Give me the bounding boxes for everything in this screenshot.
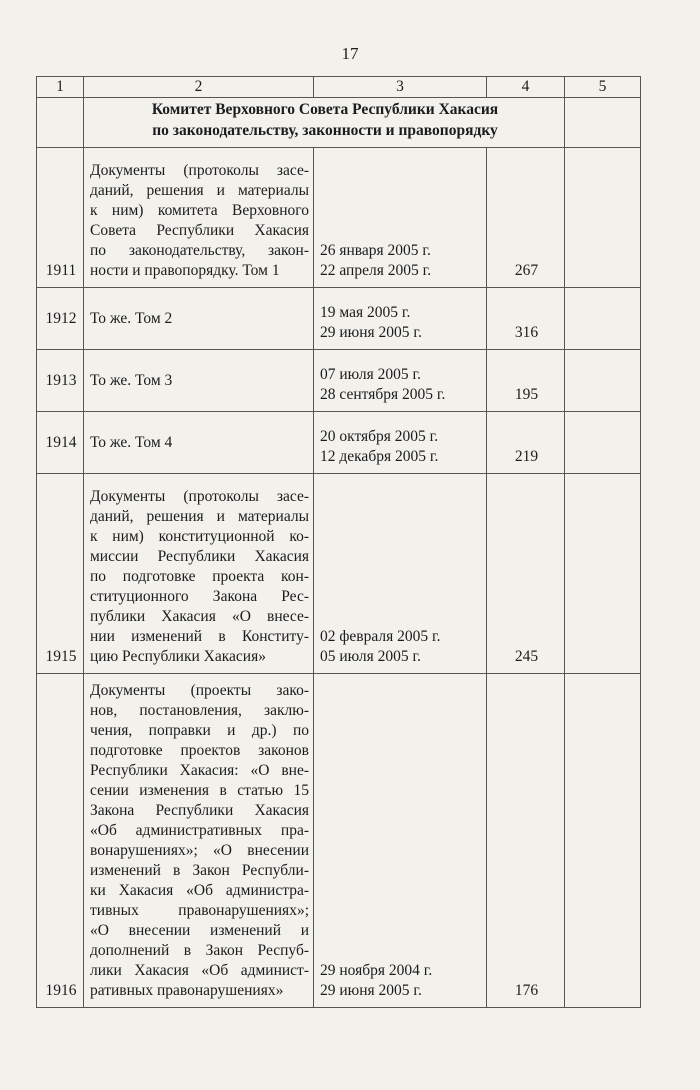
section-title-line: по законодательству, законности и правопорядку	[152, 122, 498, 139]
description-line: цию Республики Хакасия»	[90, 648, 266, 665]
section-title-spacer	[37, 98, 84, 148]
end-date: 12 декабря 2005 г.	[320, 448, 439, 465]
description-line: по подготовке проекта кон-	[90, 568, 309, 585]
description-line: Закона Республики Хакасия	[90, 802, 309, 819]
description-line: тивных правонарушениях»;	[90, 902, 309, 919]
start-date: 26 января 2005 г.	[320, 242, 431, 259]
page-count: 267	[487, 148, 565, 288]
description-line: То же. Том 2	[90, 309, 173, 327]
table-row	[37, 474, 641, 674]
case-number: 1914	[37, 412, 84, 474]
case-note	[565, 674, 641, 1008]
description-line: Документы (протоколы засе-	[90, 488, 309, 505]
description-line: к ним) конституционной ко-	[90, 528, 309, 545]
description-line: дополнений в Закон Респуб-	[90, 942, 309, 959]
table-row	[37, 350, 641, 412]
column-header-5: 5	[565, 77, 641, 98]
description-line: чения, поправки и др.) по	[90, 722, 309, 739]
case-note	[565, 474, 641, 674]
case-number: 1916	[37, 674, 84, 1008]
description-line: «О внесении изменений и	[90, 922, 309, 939]
end-date: 29 июня 2005 г.	[320, 982, 422, 999]
description-line: То же. Том 4	[90, 433, 173, 451]
description-line: ституционного Закона Рес-	[90, 588, 309, 605]
case-dates	[314, 412, 487, 474]
case-description	[84, 148, 314, 288]
description-line: нии изменений в Конститу-	[90, 628, 309, 645]
case-note	[565, 148, 641, 288]
description-line: лики Хакасия «Об админист-	[90, 962, 309, 979]
description-line: по законодательству, закон-	[90, 242, 309, 259]
column-header-row	[37, 77, 641, 98]
table-row	[37, 288, 641, 350]
column-header-3: 3	[314, 77, 487, 98]
start-date: 29 ноября 2004 г.	[320, 962, 433, 979]
case-number: 1911	[37, 148, 84, 288]
page-count: 245	[487, 474, 565, 674]
case-dates	[314, 350, 487, 412]
case-description	[84, 474, 314, 674]
description-line: Республики Хакасия: «О вне-	[90, 762, 309, 779]
section-title	[84, 98, 565, 148]
case-note	[565, 350, 641, 412]
page-count: 219	[487, 412, 565, 474]
page-count: 316	[487, 288, 565, 350]
description-line: подготовке проектов законов	[90, 742, 309, 759]
start-date: 07 июля 2005 г.	[320, 366, 421, 383]
case-number: 1913	[37, 350, 84, 412]
description-line: То же. Том 3	[90, 371, 173, 389]
page-count: 176	[487, 674, 565, 1008]
case-number: 1915	[37, 474, 84, 674]
case-number: 1912	[37, 288, 84, 350]
case-note	[565, 412, 641, 474]
case-description	[84, 350, 314, 412]
section-title-note	[565, 98, 641, 148]
page-number: 17	[341, 44, 359, 63]
start-date: 20 октября 2005 г.	[320, 428, 439, 445]
table-row	[37, 412, 641, 474]
start-date: 02 февраля 2005 г.	[320, 628, 441, 645]
column-header-4: 4	[487, 77, 565, 98]
table-row	[37, 148, 641, 288]
case-dates	[314, 674, 487, 1008]
description-line: Документы (протоколы засе-	[90, 162, 309, 179]
description-line: Совета Республики Хакасия	[90, 222, 309, 239]
case-note	[565, 288, 641, 350]
description-line: ности и правопорядку. Том 1	[90, 262, 280, 279]
case-description	[84, 412, 314, 474]
description-line: сении изменения в статью 15	[90, 782, 309, 799]
description-line: даний, решения и материалы	[90, 182, 309, 199]
case-description	[84, 288, 314, 350]
description-line: к ним) комитета Верховного	[90, 202, 309, 219]
description-line: публики Хакасия «О внесе-	[90, 608, 309, 625]
case-dates	[314, 148, 487, 288]
end-date: 29 июня 2005 г.	[320, 324, 422, 341]
start-date: 19 мая 2005 г.	[320, 304, 411, 321]
column-header-2: 2	[84, 77, 314, 98]
table-row	[37, 674, 641, 1008]
column-header-1: 1	[37, 77, 84, 98]
section-title-line: Комитет Верховного Совета Республики Хакасия	[151, 101, 499, 118]
description-line: ки Хакасия «Об администра-	[90, 882, 309, 899]
section-title-row	[37, 98, 641, 148]
description-line: миссии Республики Хакасия	[90, 548, 309, 565]
case-dates	[314, 288, 487, 350]
description-line: «Об административных пра-	[90, 822, 309, 839]
archive-registry-table	[36, 76, 641, 1008]
case-description	[84, 674, 314, 1008]
description-line: Документы (проекты зако-	[90, 682, 309, 699]
page-count: 195	[487, 350, 565, 412]
end-date: 05 июля 2005 г.	[320, 648, 421, 665]
description-line: нов, постановления, заклю-	[90, 702, 309, 719]
end-date: 22 апреля 2005 г.	[320, 262, 432, 279]
description-line: даний, решения и материалы	[90, 508, 309, 525]
description-line: ративных правонарушениях»	[90, 982, 284, 999]
end-date: 28 сентября 2005 г.	[320, 386, 446, 403]
description-line: изменений в Закон Республи-	[90, 862, 309, 879]
description-line: вонарушениях»; «О внесении	[90, 842, 309, 859]
case-dates	[314, 474, 487, 674]
